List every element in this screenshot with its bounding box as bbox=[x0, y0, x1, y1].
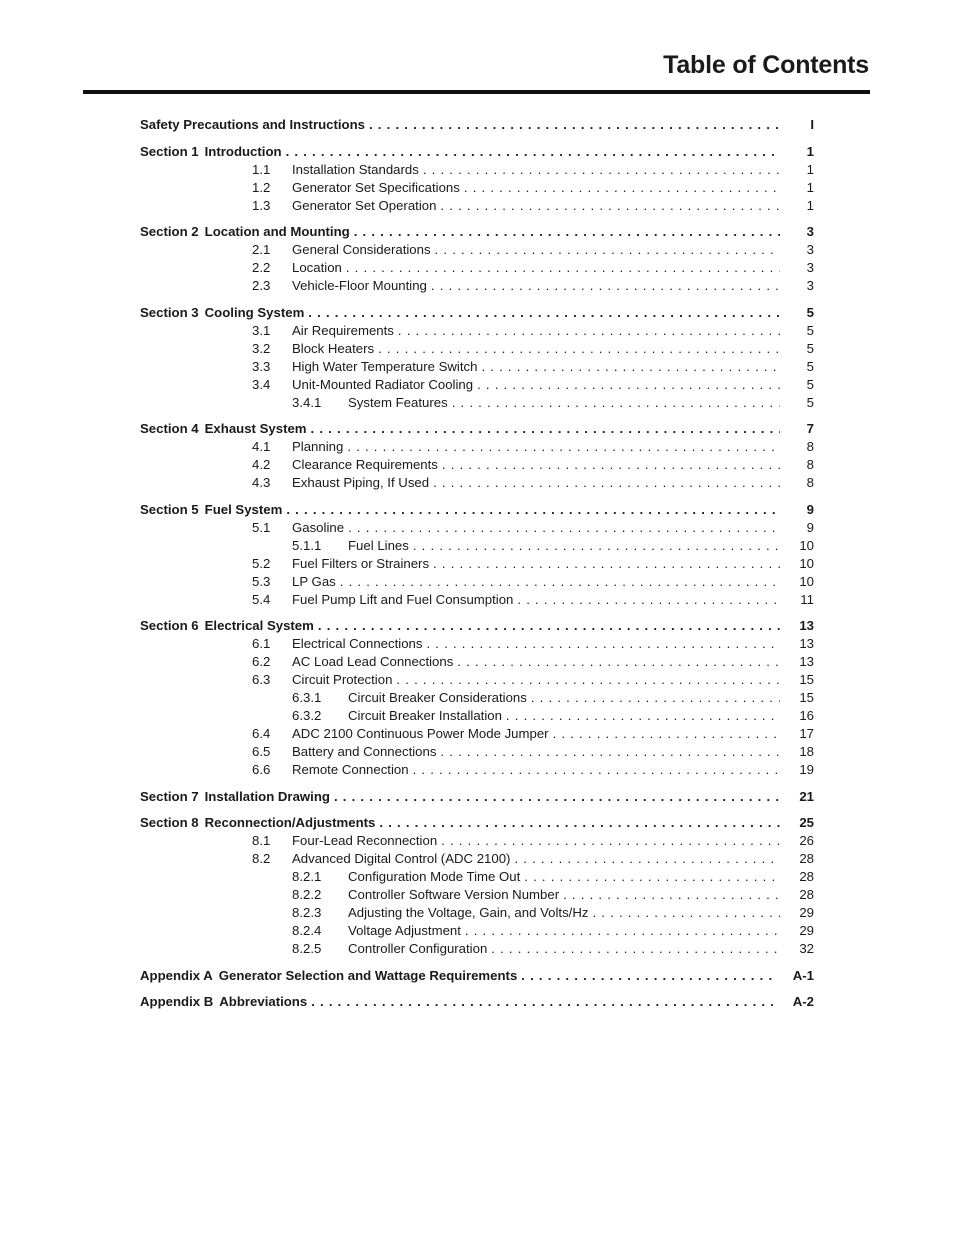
toc-section-entry[interactable] bbox=[140, 222, 814, 241]
toc-section-entry[interactable] bbox=[140, 115, 814, 134]
toc-entry-title: Gasoline bbox=[292, 519, 345, 535]
toc-subsection-entry[interactable] bbox=[140, 394, 814, 412]
toc-entry-title: Battery and Connections bbox=[292, 744, 437, 759]
dot-leader bbox=[379, 813, 780, 832]
dot-leader bbox=[442, 456, 780, 474]
toc-subsection-entry[interactable] bbox=[140, 725, 814, 743]
dot-leader bbox=[286, 500, 780, 519]
toc-page-number: 26 bbox=[799, 833, 814, 848]
toc-subsection-entry[interactable] bbox=[140, 573, 814, 591]
toc-entry-title: Generator Set Specifications bbox=[292, 179, 460, 195]
toc-page-number: 17 bbox=[799, 726, 814, 741]
toc-subsection-entry[interactable] bbox=[140, 197, 814, 215]
toc-entry-number: 3.2 bbox=[252, 340, 271, 356]
toc-page-number: 32 bbox=[799, 941, 814, 956]
toc-page-number: 5 bbox=[806, 304, 814, 320]
toc-subsection-entry[interactable] bbox=[140, 456, 814, 474]
toc-entry-title: Adjusting the Voltage, Gain, and Volts/Hz bbox=[348, 905, 589, 920]
toc-subsection-entry[interactable] bbox=[140, 376, 814, 394]
dot-leader bbox=[347, 438, 780, 456]
toc-entry-title: Air Requirements bbox=[292, 322, 394, 338]
toc-section-number: Section 8 bbox=[140, 815, 199, 830]
toc-entry-number: 4.1 bbox=[252, 439, 271, 454]
dot-leader bbox=[440, 197, 780, 215]
toc-entry-title: Fuel Filters or Strainers bbox=[292, 555, 430, 571]
dot-leader bbox=[311, 992, 774, 1011]
toc-page-number: 5 bbox=[806, 322, 814, 338]
toc-entry-number: 8.2.2 bbox=[292, 887, 322, 902]
toc-entry-number: 6.6 bbox=[252, 762, 271, 777]
toc-page-number: 10 bbox=[799, 555, 814, 571]
toc-subsection-entry[interactable] bbox=[140, 653, 814, 671]
toc-subsection-entry[interactable] bbox=[140, 358, 814, 376]
toc-page-number: 5 bbox=[806, 340, 814, 356]
toc-subsection-entry[interactable] bbox=[140, 886, 814, 904]
toc-subsection-entry[interactable] bbox=[140, 179, 814, 197]
toc-entry-title: Planning bbox=[292, 439, 344, 454]
toc-entry-number: 8.2 bbox=[252, 851, 271, 866]
toc-entry-title: Exhaust System bbox=[204, 421, 307, 436]
toc-page-number: 10 bbox=[799, 573, 814, 589]
dot-leader bbox=[514, 850, 780, 868]
toc-entry-title: Generator Set Operation bbox=[292, 197, 437, 213]
toc-entry-number: 3.3 bbox=[252, 358, 271, 374]
dot-leader bbox=[433, 474, 780, 492]
toc-subsection-entry[interactable] bbox=[140, 340, 814, 358]
dot-leader bbox=[563, 886, 780, 904]
title-divider bbox=[83, 90, 870, 94]
toc-page-number: I bbox=[810, 117, 814, 132]
toc-page-number: 10 bbox=[799, 537, 814, 553]
toc-page-number: 28 bbox=[799, 869, 814, 884]
toc-page-number: 15 bbox=[799, 672, 814, 687]
toc-section-number: Section 6 bbox=[140, 618, 199, 633]
toc-subsection-entry[interactable] bbox=[140, 743, 814, 761]
toc-section-number: Appendix A bbox=[140, 967, 213, 983]
toc-page-number: 8 bbox=[806, 457, 814, 472]
dot-leader bbox=[592, 904, 780, 922]
toc-section-number: Section 1 bbox=[140, 143, 199, 159]
toc-entry-number: 8.2.1 bbox=[292, 869, 322, 884]
toc-entry-number: 5.3 bbox=[252, 573, 271, 589]
toc-entry-number: 6.3 bbox=[252, 672, 271, 687]
dot-leader bbox=[426, 635, 780, 653]
toc-subsection-entry[interactable] bbox=[140, 761, 814, 779]
dot-leader bbox=[521, 966, 774, 985]
dot-leader bbox=[457, 653, 780, 671]
toc-entry-title: AC Load Lead Connections bbox=[292, 654, 454, 669]
toc-entry-number: 1.1 bbox=[252, 161, 271, 177]
dot-leader bbox=[431, 277, 780, 295]
toc-subsection-entry[interactable] bbox=[140, 555, 814, 573]
toc-page-number: 7 bbox=[806, 421, 814, 436]
toc-page-number: 3 bbox=[806, 224, 814, 239]
dot-leader bbox=[464, 179, 780, 197]
dot-leader bbox=[441, 832, 780, 850]
dot-leader bbox=[435, 241, 780, 259]
toc-subsection-entry[interactable] bbox=[140, 635, 814, 653]
dot-leader bbox=[308, 303, 780, 322]
toc-entry-number: 1.3 bbox=[252, 197, 271, 213]
toc-section-number: Section 7 bbox=[140, 788, 199, 804]
toc-subsection-entry[interactable] bbox=[140, 591, 814, 609]
toc-section-entry[interactable] bbox=[140, 303, 814, 322]
dot-leader bbox=[452, 394, 780, 412]
toc-entry-number: 6.1 bbox=[252, 636, 271, 651]
toc-subsection-entry[interactable] bbox=[140, 161, 814, 179]
toc-subsection-entry[interactable] bbox=[140, 868, 814, 886]
toc-page-number: 18 bbox=[799, 744, 814, 759]
toc-entry-number: 6.3.2 bbox=[292, 708, 322, 723]
toc-page-number: 21 bbox=[799, 788, 814, 804]
toc-entry-title: Circuit Breaker Installation bbox=[348, 708, 502, 723]
toc-entry-title: Configuration Mode Time Out bbox=[348, 869, 521, 884]
dot-leader bbox=[398, 322, 780, 340]
toc-entry-title: Voltage Adjustment bbox=[348, 923, 461, 938]
toc-section-entry[interactable] bbox=[140, 992, 814, 1011]
toc-entry-title: Controller Software Version Number bbox=[348, 887, 560, 902]
toc-page-number: 3 bbox=[806, 278, 814, 293]
dot-leader bbox=[517, 591, 780, 609]
toc-entry-number: 5.4 bbox=[252, 591, 271, 607]
toc-page-number: 15 bbox=[799, 690, 814, 705]
toc-entry-title: Electrical Connections bbox=[292, 636, 423, 651]
toc-page-number: 13 bbox=[799, 654, 814, 669]
toc-page-number: 1 bbox=[806, 179, 814, 195]
dot-leader bbox=[318, 616, 780, 635]
toc-subsection-entry[interactable] bbox=[140, 707, 814, 725]
toc-page-number: A-1 bbox=[792, 967, 814, 983]
toc-entry-title: Clearance Requirements bbox=[292, 457, 438, 472]
toc-entry-title: Exhaust Piping, If Used bbox=[292, 475, 430, 490]
toc-entry-number: 2.3 bbox=[252, 278, 271, 293]
toc-entry-title: Location bbox=[292, 260, 342, 275]
toc-section-entry[interactable] bbox=[140, 966, 814, 985]
toc-entry-title: Fuel Lines bbox=[348, 537, 409, 553]
toc-page-number: 5 bbox=[806, 376, 814, 392]
toc-entry-number: 6.3.1 bbox=[292, 690, 322, 705]
dot-leader bbox=[440, 743, 780, 761]
toc-page-number: 3 bbox=[806, 260, 814, 275]
toc-page-number: 29 bbox=[799, 905, 814, 920]
toc-page-number: 3 bbox=[806, 242, 814, 257]
toc-entry-title: Generator Selection and Wattage Requirements bbox=[218, 967, 518, 983]
toc-entry-title: Unit-Mounted Radiator Cooling bbox=[292, 376, 474, 392]
toc-section-entry[interactable] bbox=[140, 142, 814, 161]
toc-subsection-entry[interactable] bbox=[140, 922, 814, 940]
dot-leader bbox=[369, 115, 780, 134]
toc-page-number: 11 bbox=[800, 591, 814, 607]
dot-leader bbox=[334, 787, 780, 806]
toc-entry-number: 4.3 bbox=[252, 475, 271, 490]
toc-subsection-entry[interactable] bbox=[140, 438, 814, 456]
dot-leader bbox=[311, 419, 780, 438]
toc-page-number: 1 bbox=[806, 197, 814, 213]
toc-entry-title: Cooling System bbox=[204, 304, 305, 320]
toc-subsection-entry[interactable] bbox=[140, 259, 814, 277]
toc-entry-number: 2.1 bbox=[252, 242, 271, 257]
toc-subsection-entry[interactable] bbox=[140, 904, 814, 922]
toc-entry-number: 6.4 bbox=[252, 726, 271, 741]
toc-entry-title: Abbreviations bbox=[219, 994, 308, 1009]
toc-page-number: 8 bbox=[806, 475, 814, 490]
toc-subsection-entry[interactable] bbox=[140, 474, 814, 492]
page-title: Table of Contents bbox=[663, 51, 869, 79]
toc-subsection-entry[interactable] bbox=[140, 671, 814, 689]
toc-entry-title: Controller Configuration bbox=[348, 941, 488, 956]
toc-entry-title: ADC 2100 Continuous Power Mode Jumper bbox=[292, 726, 549, 741]
dot-leader bbox=[491, 940, 780, 958]
dot-leader bbox=[465, 922, 780, 940]
toc-entry-title: Advanced Digital Control (ADC 2100) bbox=[292, 851, 511, 866]
dot-leader bbox=[354, 222, 780, 241]
dot-leader bbox=[396, 671, 780, 689]
dot-leader bbox=[553, 725, 780, 743]
toc-entry-number: 2.2 bbox=[252, 260, 271, 275]
toc-entry-title: Remote Connection bbox=[292, 762, 409, 777]
toc-section-number: Section 2 bbox=[140, 224, 199, 239]
toc-entry-number: 6.5 bbox=[252, 744, 271, 759]
toc-page-number: 13 bbox=[799, 636, 814, 651]
toc-entry-number: 5.1.1 bbox=[292, 537, 322, 553]
dot-leader bbox=[423, 161, 780, 179]
toc-entry-title: Installation Drawing bbox=[204, 788, 330, 804]
dot-leader bbox=[481, 358, 780, 376]
toc-entry-title: Installation Standards bbox=[292, 161, 419, 177]
toc-section-entry[interactable] bbox=[140, 813, 814, 832]
toc-entry-title: LP Gas bbox=[292, 573, 336, 589]
toc-subsection-entry[interactable] bbox=[140, 277, 814, 295]
toc-entry-title: Block Heaters bbox=[292, 340, 375, 356]
toc-entry-number: 8.2.3 bbox=[292, 905, 322, 920]
toc-page-number: 8 bbox=[806, 439, 814, 454]
toc-entry-number: 8.2.5 bbox=[292, 941, 322, 956]
toc-entry-number: 5.2 bbox=[252, 555, 271, 571]
toc-entry-title: Safety Precautions and Instructions bbox=[140, 117, 365, 132]
toc-subsection-entry[interactable] bbox=[140, 689, 814, 707]
toc-page-number: 28 bbox=[799, 851, 814, 866]
dot-leader bbox=[378, 340, 780, 358]
toc-entry-title: Fuel Pump Lift and Fuel Consumption bbox=[292, 591, 514, 607]
toc-page-number: 28 bbox=[799, 887, 814, 902]
table-of-contents bbox=[140, 115, 814, 1011]
toc-entry-number: 8.1 bbox=[252, 833, 271, 848]
toc-entry-title: Electrical System bbox=[204, 618, 314, 633]
toc-section-entry[interactable] bbox=[140, 616, 814, 635]
toc-entry-title: System Features bbox=[348, 394, 448, 410]
toc-page-number: 19 bbox=[799, 762, 814, 777]
toc-entry-title: Reconnection/Adjustments bbox=[204, 815, 376, 830]
toc-entry-number: 5.1 bbox=[252, 519, 271, 535]
toc-page-number: 13 bbox=[799, 618, 814, 633]
toc-section-number: Section 4 bbox=[140, 421, 199, 436]
dot-leader bbox=[413, 761, 780, 779]
toc-section-entry[interactable] bbox=[140, 787, 814, 806]
dot-leader bbox=[413, 537, 780, 555]
dot-leader bbox=[506, 707, 780, 725]
toc-section-number: Section 5 bbox=[140, 501, 199, 517]
toc-page-number: 9 bbox=[806, 519, 814, 535]
dot-leader bbox=[340, 573, 780, 591]
dot-leader bbox=[477, 376, 780, 394]
toc-page-number: 1 bbox=[806, 161, 814, 177]
dot-leader bbox=[531, 689, 780, 707]
toc-subsection-entry[interactable] bbox=[140, 322, 814, 340]
toc-page-number: 5 bbox=[806, 394, 814, 410]
toc-entry-title: Circuit Breaker Considerations bbox=[348, 690, 527, 705]
toc-entry-number: 3.4 bbox=[252, 376, 271, 392]
toc-section-number: Appendix B bbox=[140, 994, 214, 1009]
toc-entry-title: Introduction bbox=[204, 143, 282, 159]
toc-page-number: 29 bbox=[799, 923, 814, 938]
toc-entry-title: Circuit Protection bbox=[292, 672, 393, 687]
dot-leader bbox=[286, 142, 780, 161]
toc-section-number: Section 3 bbox=[140, 304, 199, 320]
dot-leader bbox=[346, 259, 780, 277]
toc-page-number: 25 bbox=[799, 815, 814, 830]
toc-entry-number: 8.2.4 bbox=[292, 923, 322, 938]
toc-entry-number: 4.2 bbox=[252, 457, 271, 472]
toc-page-number: 9 bbox=[806, 501, 814, 517]
dot-leader bbox=[348, 519, 780, 537]
toc-page-number: 1 bbox=[806, 143, 814, 159]
toc-entry-title: Four-Lead Reconnection bbox=[292, 833, 438, 848]
toc-section-entry[interactable] bbox=[140, 500, 814, 519]
toc-subsection-entry[interactable] bbox=[140, 241, 814, 259]
toc-page-number: 16 bbox=[799, 708, 814, 723]
toc-entry-number: 6.2 bbox=[252, 654, 271, 669]
toc-entry-title: Vehicle-Floor Mounting bbox=[292, 278, 427, 293]
toc-entry-title: General Considerations bbox=[292, 242, 431, 257]
toc-entry-title: High Water Temperature Switch bbox=[292, 358, 478, 374]
dot-leader bbox=[524, 868, 780, 886]
toc-subsection-entry[interactable] bbox=[140, 940, 814, 958]
toc-subsection-entry[interactable] bbox=[140, 850, 814, 868]
dot-leader bbox=[433, 555, 780, 573]
toc-entry-number: 1.2 bbox=[252, 179, 271, 195]
toc-entry-title: Fuel System bbox=[204, 501, 283, 517]
toc-section-entry[interactable] bbox=[140, 419, 814, 438]
toc-subsection-entry[interactable] bbox=[140, 519, 814, 537]
toc-entry-number: 3.1 bbox=[252, 322, 271, 338]
toc-page-number: A-2 bbox=[792, 994, 814, 1009]
toc-entry-number: 3.4.1 bbox=[292, 394, 322, 410]
toc-subsection-entry[interactable] bbox=[140, 537, 814, 555]
toc-page-number: 5 bbox=[806, 358, 814, 374]
toc-entry-title: Location and Mounting bbox=[204, 224, 350, 239]
toc-subsection-entry[interactable] bbox=[140, 832, 814, 850]
